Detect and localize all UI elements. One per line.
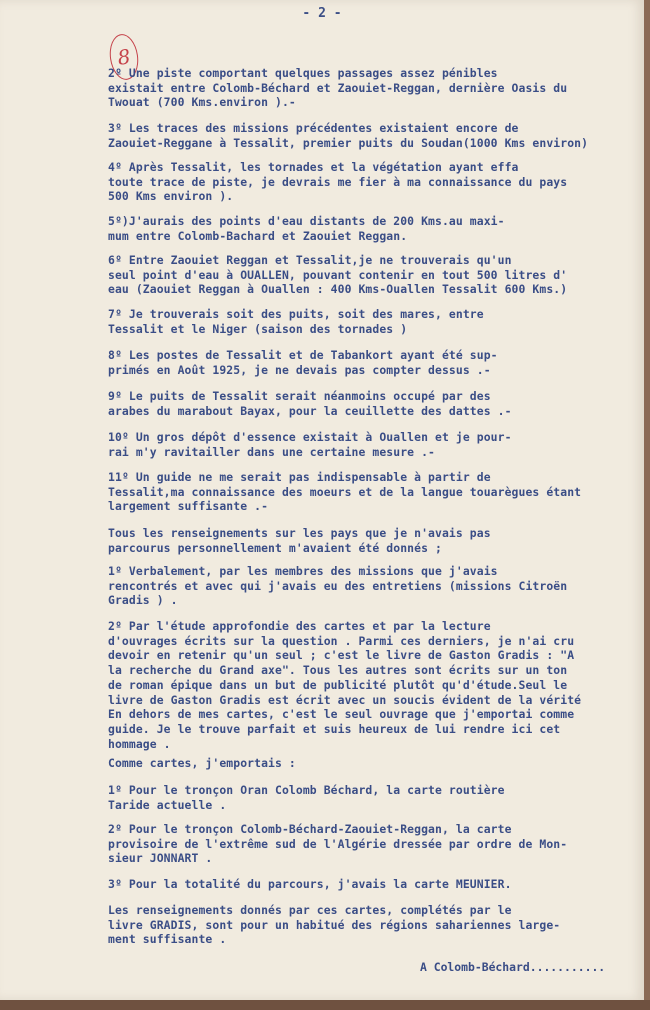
folio-number: 8 xyxy=(107,32,141,81)
page-number: - 2 - xyxy=(302,6,342,21)
paragraph-conclusion: Les renseignements donnés par ces cartes, complétés par le livre GRADIS, sont pour un habitué des régions sahariennes large- ment suffisante . xyxy=(108,903,561,947)
paragraph-comme-cartes: Comme cartes, j'emportais : xyxy=(108,756,296,770)
paragraph-oran-carte: 1º Pour le tronçon Oran Colomb Béchard, la carte routière Taride actuelle . xyxy=(108,783,505,812)
paragraph-carte-provisoire: 2º Pour le tronçon Colomb-Béchard-Zaouiet-Reggan, la carte provisoire de l'extrême sud de l'Algérie dressée par ordre de Mon- sieur JONNART . xyxy=(108,822,568,866)
paragraph-etude-cartes: 2º Par l'étude approfondie des cartes et par la lecture d'ouvrages écrits sur la question . Parmi ces derniers, je n'ai cru devoir en retenir qu'un seul ; c'est le livre de Gaston Gradis : "A la recherche du Grand axe". Tous les autres sont écrits sur un ton de roman épique dans un but de publicité plutôt qu'd'étude.Seul le livre de Gaston Gradis est écrit avec un soucis évident de la vérité En dehors de mes cartes, c'est le seul ouvrage que j'emportai comme guide. Je le trouve parfait et suis heureux de lui rendre ici cet hommage . xyxy=(108,619,582,751)
paragraph-11-guide: 11º Un guide ne me serait pas indispensable à partir de Tessalit,ma connaissance des moeurs et de la langue touarègues étant largement suffisante .- xyxy=(108,470,582,514)
paragraph-3-traces: 3º Les traces des missions précédentes existaient encore de Zaouiet-Reggane à Tessalit, premier puits du Soudan(1000 Kms environ) xyxy=(108,121,589,150)
paragraph-4-tessalit: 4º Après Tessalit, les tornades et la végétation ayant effa toute trace de piste, je devrais me fier à ma connaissance du pays 500 Kms environ ). xyxy=(108,160,568,204)
paragraph-9-puits: 9º Le puits de Tessalit serait néanmoins occupé par des arabes du marabout Bayax, pour la ceuillette des dattes .- xyxy=(108,389,512,418)
paragraph-7-niger: 7º Je trouverais soit des puits, soit des mares, entre Tessalit et le Niger (saison des tornades ) xyxy=(108,307,484,336)
signature-line: A Colomb-Béchard........... xyxy=(420,960,606,974)
paragraph-2-route: 2º Une piste comportant quelques passages assez pénibles existait entre Colomb-Béchard et Zaouiet-Reggan, dernière Oasis du Twouat (700 Kms.environ ).- xyxy=(108,66,568,110)
paragraph-carte-meunier: 3º Pour la totalité du parcours, j'avais la carte MEUNIER. xyxy=(108,877,512,891)
paragraph-6-ouallen: 6º Entre Zaouiet Reggan et Tessalit,je ne trouverais qu'un seul point d'eau à OUALLEN, pouvant contenir en tout 500 litres d' eau (Zaouiet Reggan à Ouallen : 400 Kms-Ouallen Tessalit 600 Kms.) xyxy=(108,253,568,297)
paragraph-verbalement: 1º Verbalement, par les membres des missions que j'avais rencontrés et avec qui j'avais eu des entretiens (missions Citroën Gradis ) . xyxy=(108,564,568,608)
paragraph-8-postes: 8º Les postes de Tessalit et de Tabankort ayant été sup- primés en Août 1925, je ne devais pas compter dessus .- xyxy=(108,348,498,377)
paragraph-5-water: 5º)J'aurais des points d'eau distants de 200 Kms.au maxi- mum entre Colomb-Bachard et Zaouiet Reggan. xyxy=(108,214,505,243)
paragraph-10-essence: 10º Un gros dépôt d'essence existait à Ouallen et je pour- rai m'y ravitailler dans une certaine mesure .- xyxy=(108,430,512,459)
paragraph-renseignements: Tous les renseignements sur les pays que je n'avais pas parcourus personnellement m'avaient été donnés ; xyxy=(108,526,491,555)
table-surface xyxy=(0,1000,650,1010)
